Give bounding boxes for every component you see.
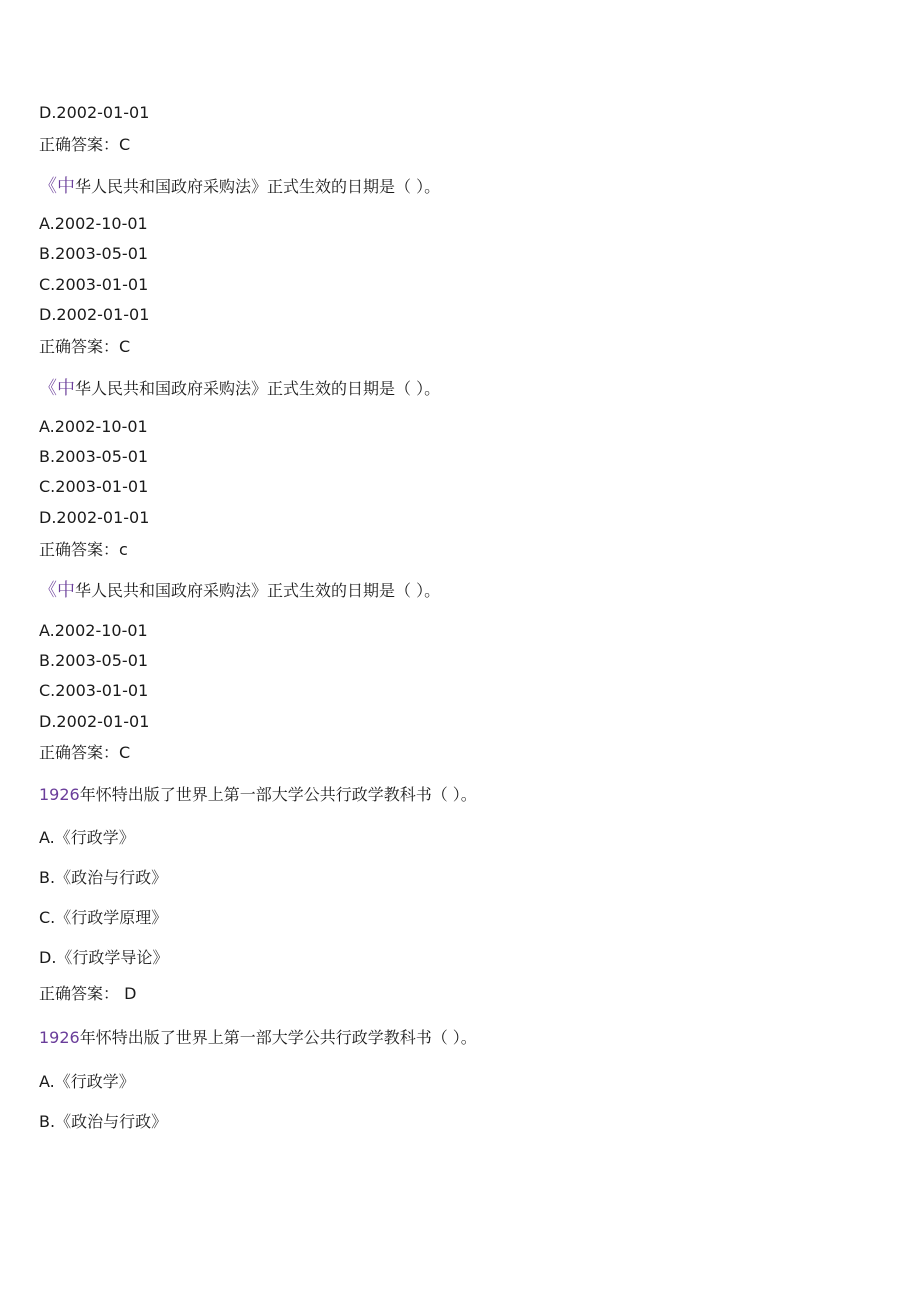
question-lead: 1926: [39, 785, 80, 804]
option-line: B.2003-05-01: [39, 651, 149, 670]
question-lead: 《中: [39, 378, 75, 399]
option-line: A.《行政学》: [39, 1072, 135, 1091]
option-line: A.2002-10-01: [39, 214, 148, 233]
answer-line: 正确答案：C: [39, 743, 131, 762]
question-text: 华人民共和国政府采购法》正式生效的日期是（ ）。: [75, 177, 441, 196]
option-line: D.2002-01-01: [39, 712, 150, 731]
question-lead: 《中: [39, 580, 75, 601]
answer-line: 正确答案：C: [39, 337, 131, 356]
option-line: A.2002-10-01: [39, 417, 148, 436]
option-line: D.《行政学导论》: [39, 948, 169, 967]
option-line: B.2003-05-01: [39, 447, 149, 466]
answer-line: 正确答案：c: [39, 540, 128, 559]
question-line: [39, 1028, 477, 1048]
option-line: D.2002-01-01: [39, 305, 150, 324]
answer-line: 正确答案：C: [39, 135, 131, 154]
question-lead: 1926: [39, 1028, 80, 1047]
question-line: [39, 785, 477, 805]
option-line: A.《行政学》: [39, 828, 135, 847]
question-text: 华人民共和国政府采购法》正式生效的日期是（ ）。: [75, 379, 441, 398]
question-line: [39, 581, 440, 601]
option-line: B.《政治与行政》: [39, 1112, 168, 1131]
option-line: C.2003-01-01: [39, 681, 149, 700]
question-line: [39, 379, 440, 399]
question-line: [39, 177, 440, 197]
question-lead: 《中: [39, 176, 75, 197]
option-line: C.2003-01-01: [39, 275, 149, 294]
option-line: B.2003-05-01: [39, 244, 149, 263]
option-line: A.2002-10-01: [39, 621, 148, 640]
answer-line: 正确答案： D: [39, 984, 137, 1003]
question-text: 年怀特出版了世界上第一部大学公共行政学教科书（ ）。: [79, 785, 477, 804]
option-line: D.2002-01-01: [39, 103, 150, 122]
option-line: C.《行政学原理》: [39, 908, 168, 927]
option-line: C.2003-01-01: [39, 477, 149, 496]
option-line: B.《政治与行政》: [39, 868, 168, 887]
question-text: 年怀特出版了世界上第一部大学公共行政学教科书（ ）。: [79, 1028, 477, 1047]
option-line: D.2002-01-01: [39, 508, 150, 527]
question-text: 华人民共和国政府采购法》正式生效的日期是（ ）。: [75, 581, 441, 600]
